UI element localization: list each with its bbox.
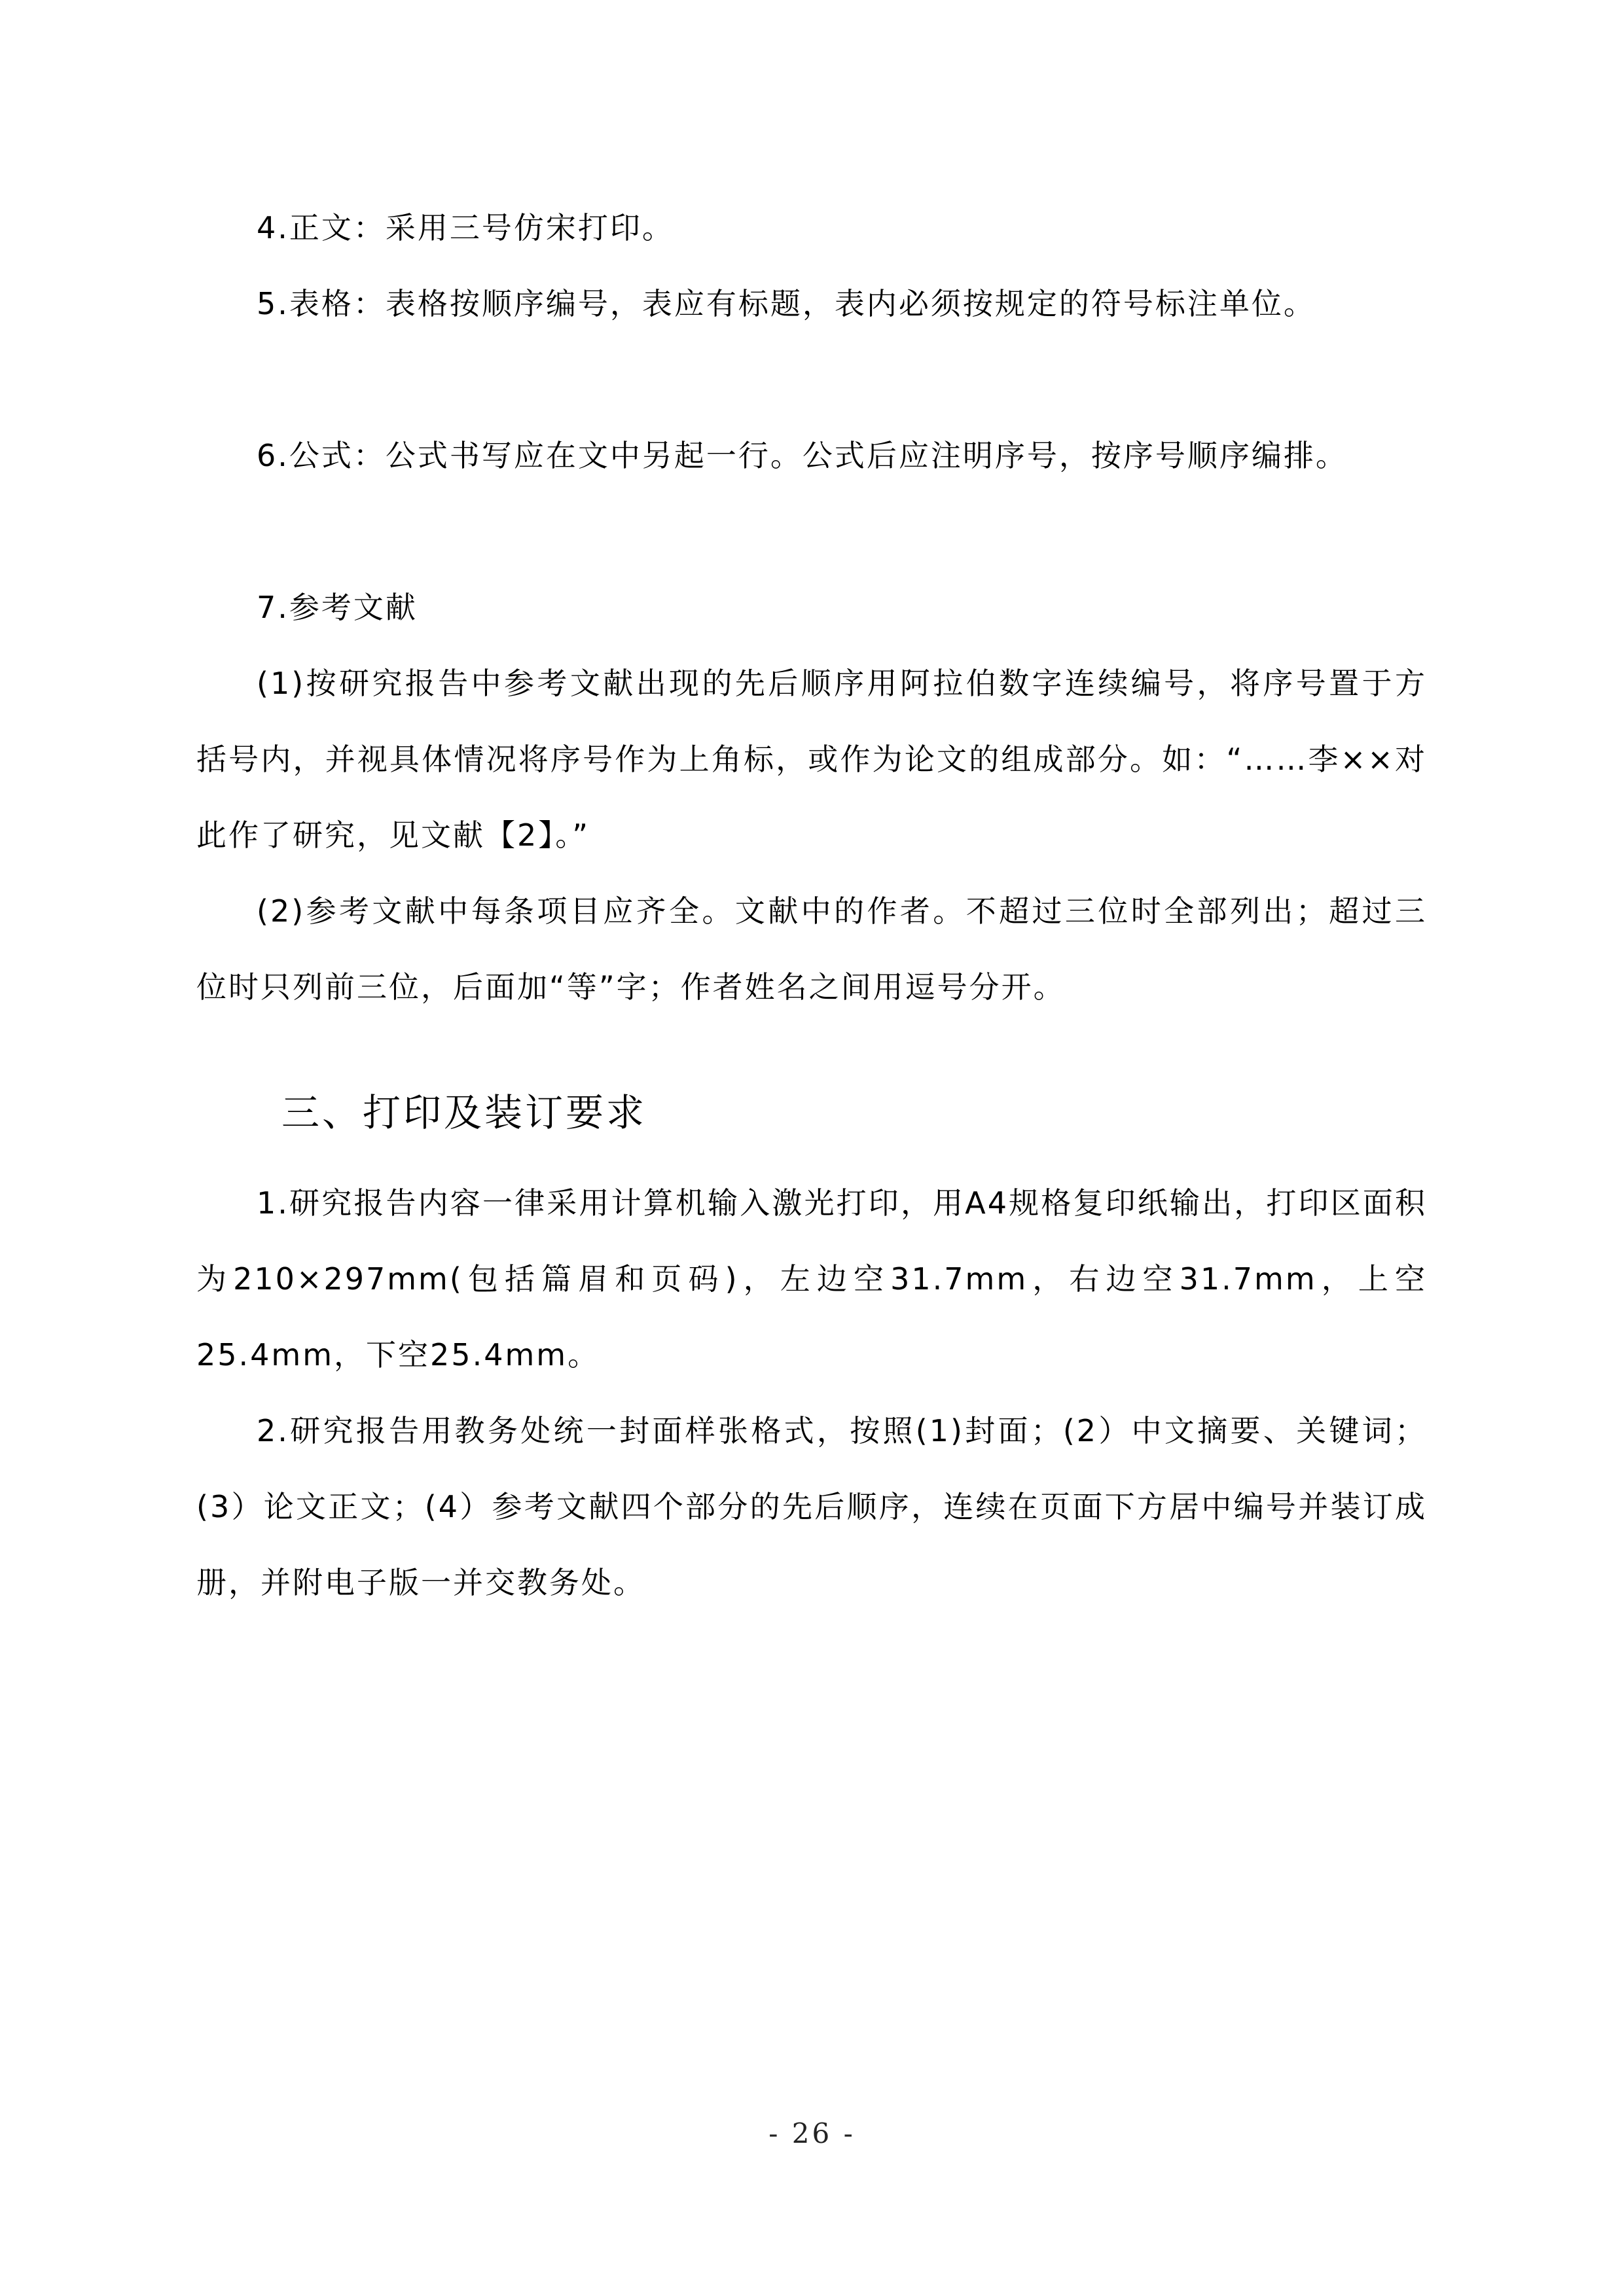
paragraph-printing: 1.研究报告内容一律采用计算机输入激光打印，用A4规格复印纸输出，打印区面积为210×297mm(包括篇眉和页码)，左边空31.7mm，右边空31.7mm，上空25.4mm，下空25.4mm。: [196, 1185, 1427, 1372]
paragraph-main-text: 4.正文：采用三号仿宋打印。: [257, 210, 674, 245]
paragraph-formulas: 6.公式：公式书写应在文中另起一行。公式后应注明序号，按序号顺序编排。: [257, 438, 1348, 473]
paragraph-tables: 5.表格：表格按顺序编号，表应有标题，表内必须按规定的符号标注单位。: [257, 286, 1316, 321]
paragraph-references-title: 7.参考文献: [257, 590, 418, 625]
paragraph-binding: 2.研究报告用教务处统一封面样张格式，按照(1)封面；(2）中文摘要、关键词；(3）论文正文；(4）参考文献四个部分的先后顺序，连续在页面下方居中编号并装订成册，并附电子版一并交教务处。: [196, 1413, 1427, 1600]
paragraph-references-1: (1)按研究报告中参考文献出现的先后顺序用阿拉伯数字连续编号，将序号置于方括号内，并视具体情况将序号作为上角标，或作为论文的组成部分。如：“……李××对此作了研究，见文献【2】。”: [196, 666, 1427, 853]
section-heading: 三、打印及装订要求: [281, 1090, 647, 1135]
page-number: - 26 -: [768, 2117, 856, 2149]
paragraph-references-2: (2)参考文献中每条项目应齐全。文献中的作者。不超过三位时全部列出；超过三位时只列前三位，后面加“等”字；作者姓名之间用逗号分开。: [196, 893, 1427, 1005]
